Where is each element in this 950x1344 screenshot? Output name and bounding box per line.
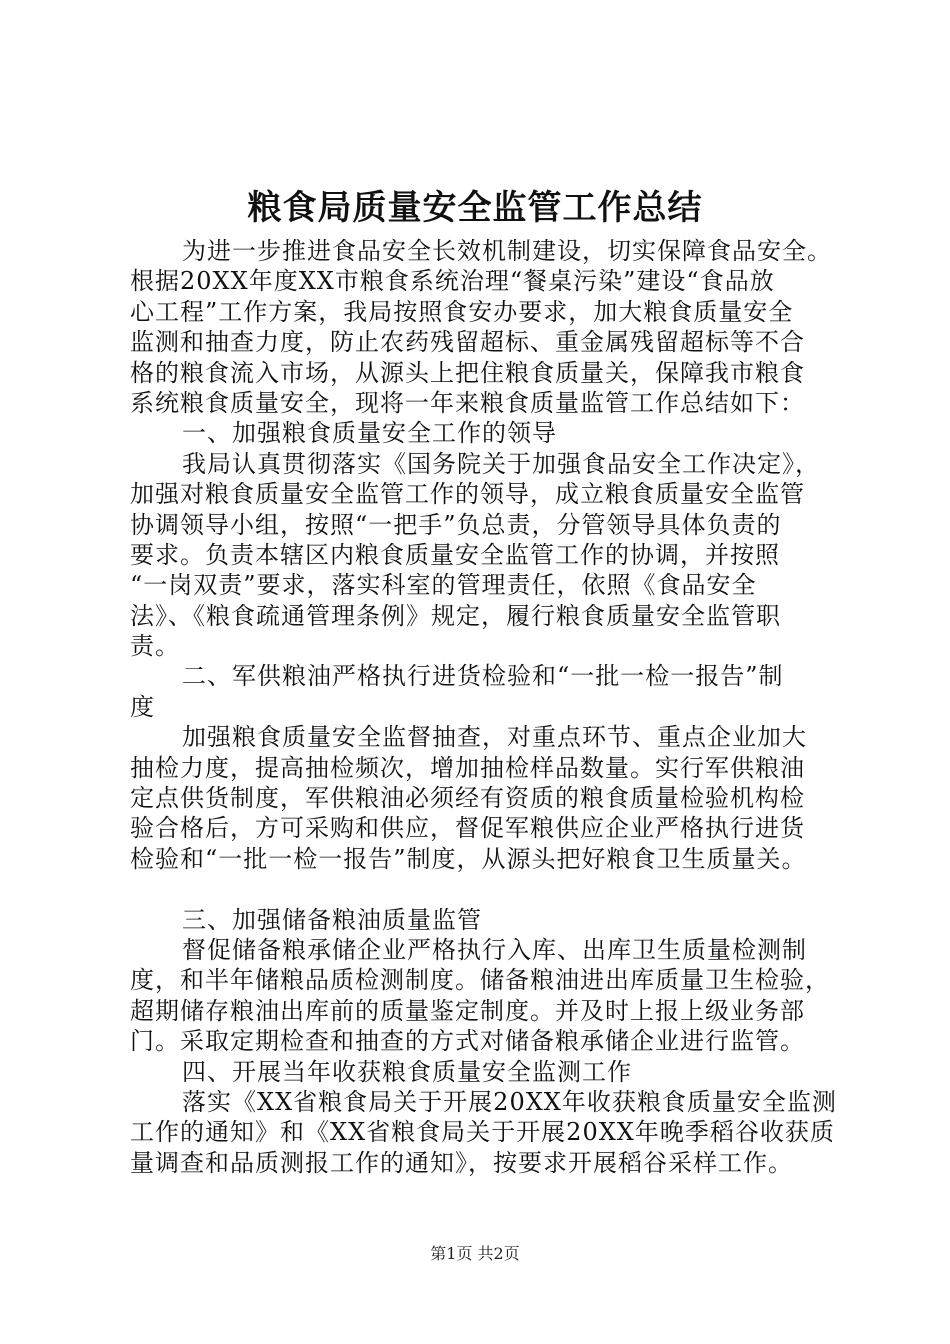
paragraph-line: 监测和抽查力度，防止农药残留超标、重金属残留超标等不合: [130, 328, 805, 357]
paragraph-line: 为进一步推进食品安全长效机制建设，切实保障食品安全。: [182, 237, 832, 265]
section-heading: 二、军供粮油严格执行进货检验和“一批一检一报告”制: [182, 662, 784, 691]
paragraph-line: 超期储存粮油出库前的质量鉴定制度。并及时上报上级业务部: [130, 996, 805, 1025]
paragraph-line: 验合格后，方可采购和供应，督促军粮供应企业严格执行进货: [130, 814, 805, 843]
paragraph-line: 我局认真贯彻落实《国务院关于加强食品安全工作决定》，: [182, 449, 820, 478]
paragraph-line: 检验和“一批一检一报告”制度，从源头把好粮食卫生质量关。: [130, 844, 807, 873]
paragraph-line: 系统粮食质量安全，现将一年来粮食质量监管工作总结如下：: [130, 388, 805, 417]
paragraph-line: 量调查和品质测报工作的通知》，按要求开展稻谷采样工作。: [130, 1148, 793, 1177]
paragraph-line: 责。: [130, 632, 180, 661]
paragraph-line: 加强粮食质量安全监督抽查，对重点环节、重点企业加大: [182, 723, 807, 752]
paragraph-line: 根据20XX年度XX市粮食系统治理“餐桌污染”建设“食品放: [130, 267, 775, 296]
page-footer: 第1页 共2页: [430, 1244, 520, 1263]
paragraph-line: 格的粮食流入市场，从源头上把住粮食质量关，保障我市粮食: [130, 358, 805, 387]
paragraph-line: 落实《XX省粮食局关于开展20XX年收获粮食质量安全监测: [182, 1087, 837, 1116]
paragraph-line: 协调领导小组，按照“一把手”负总责，分管领导具体负责的: [130, 510, 782, 539]
paragraph-line: 抽检力度，提高抽检频次，增加抽检样品数量。实行军供粮油: [130, 753, 805, 782]
paragraph-line: “一岗双责”要求，落实科室的管理责任，依照《食品安全: [130, 571, 757, 600]
paragraph-line: 法》、《粮食疏通管理条例》规定，履行粮食质量安全监管职: [130, 601, 781, 630]
paragraph-line: 督促储备粮承储企业严格执行入库、出库卫生质量检测制: [182, 935, 807, 964]
paragraph-line: 工作的通知》和《XX省粮食局关于开展20XX年晚季稻谷收获质: [130, 1118, 835, 1147]
paragraph-line: 加强对粮食质量安全监管工作的领导，成立粮食质量安全监管: [130, 480, 805, 509]
paragraph-line: 心工程”工作方案，我局按照食安办要求，加大粮食质量安全: [130, 297, 794, 326]
document-title: 粮食局质量安全监管工作总结: [247, 188, 703, 228]
paragraph-line: 定点供货制度，军供粮油必须经有资质的粮食质量检验机构检: [130, 784, 805, 813]
section-heading: 一、加强粮食质量安全工作的领导: [182, 419, 557, 448]
document-body: [130, 236, 835, 1178]
paragraph-line: 门。采取定期检查和抽查的方式对储备粮承储企业进行监管。: [130, 1027, 805, 1056]
section-heading-continuation: 度: [130, 692, 155, 721]
paragraph-line: 度，和半年储粮品质检测制度。储备粮油进出库质量卫生检验，: [130, 966, 830, 995]
section-heading: 四、开展当年收获粮食质量安全监测工作: [182, 1057, 632, 1086]
blank-line: [130, 874, 835, 904]
section-heading: 三、加强储备粮油质量监管: [182, 905, 482, 934]
paragraph-line: 要求。负责本辖区内粮食质量安全监管工作的协调，并按照: [130, 540, 780, 569]
